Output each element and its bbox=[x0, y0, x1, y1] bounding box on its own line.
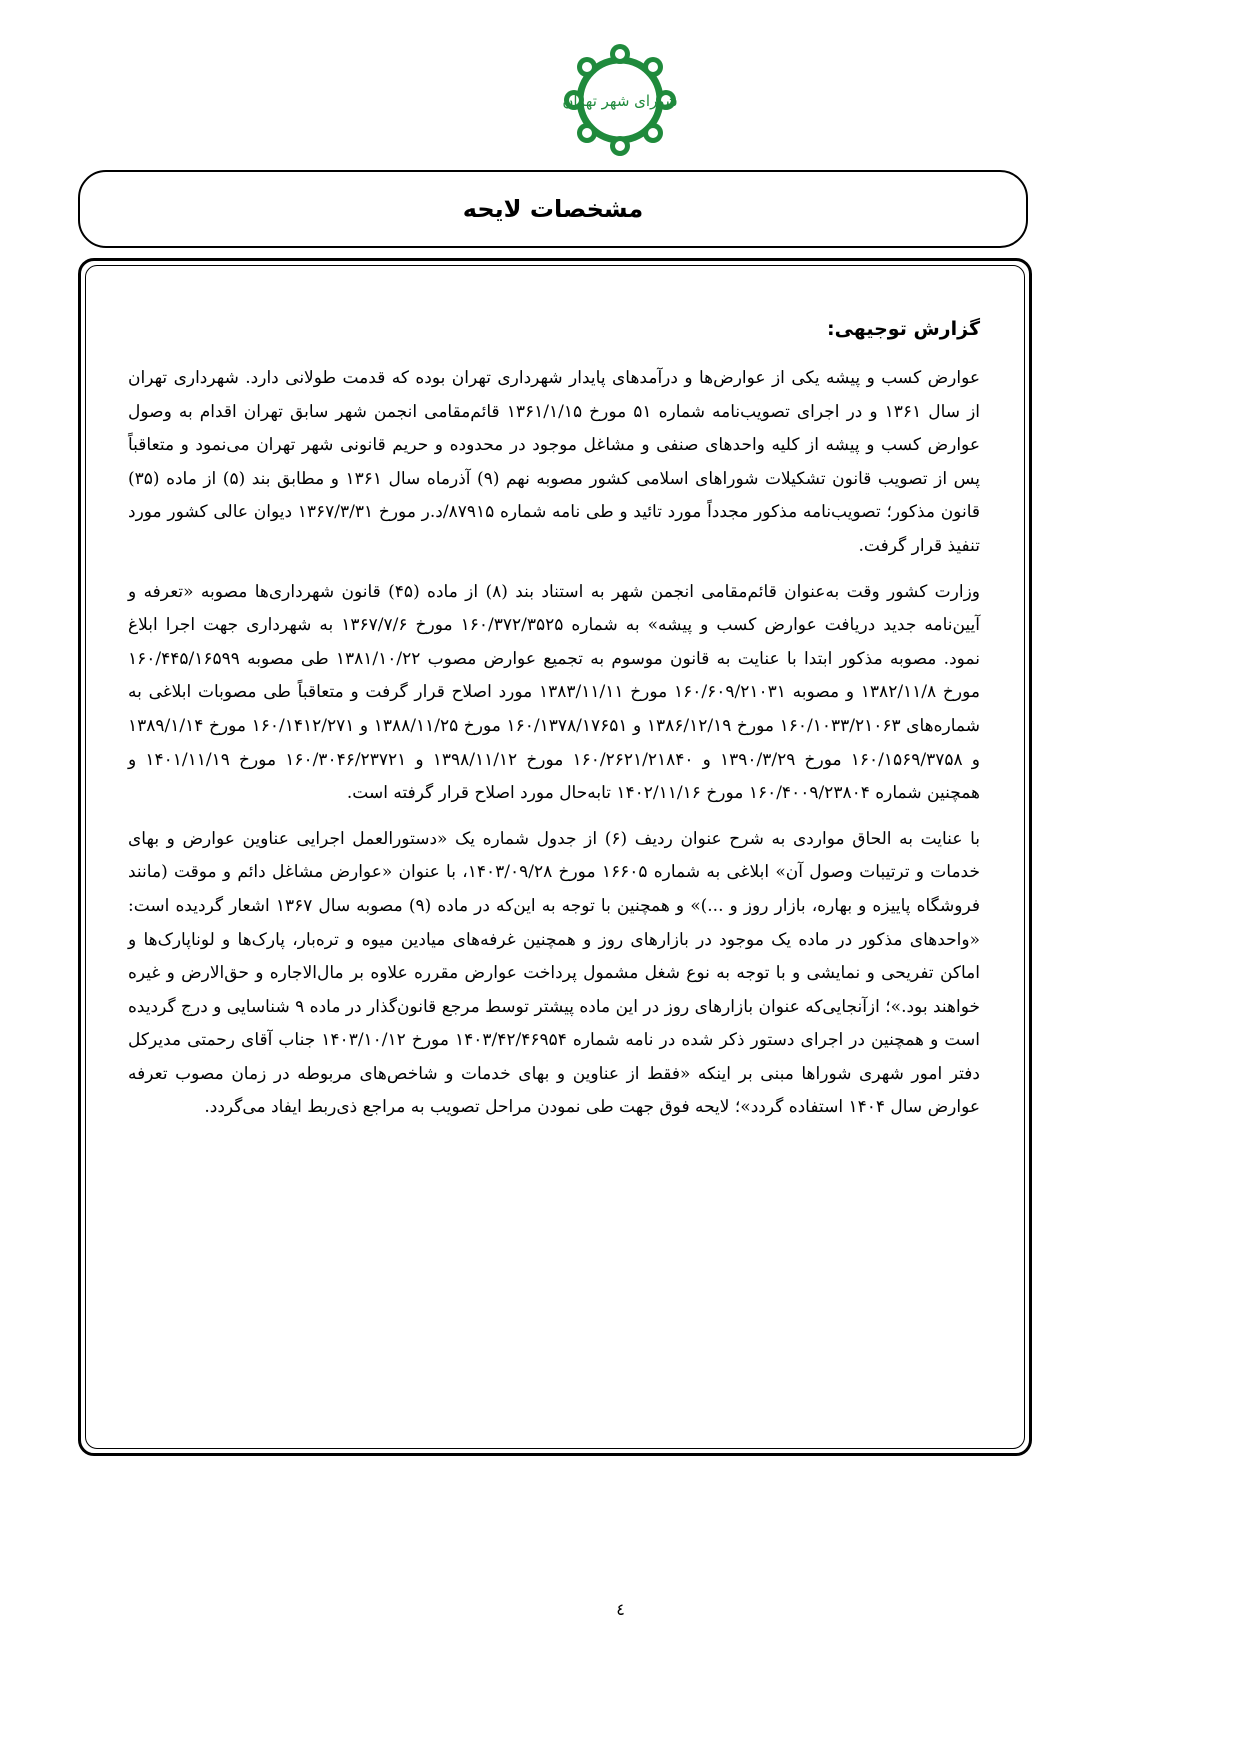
page-number: ٤ bbox=[616, 1600, 625, 1619]
report-heading: گزارش توجیهی: bbox=[826, 318, 980, 340]
report-section bbox=[128, 318, 980, 1137]
title-box bbox=[78, 170, 1028, 248]
document-title: مشخصات لایحه bbox=[462, 195, 644, 223]
report-paragraph-1: عوارض کسب و پیشه یکی از عوارض‌ها و درآمدهای پایدار شهرداری تهران بوده که قدمت طولانی دارد. شهرداری تهران از سال ۱۳۶۱ و در اجرای تصویب‌نامه شماره ۵۱ مورخ ۱۳۶۱/۱/۱۵ قائم‌مقامی انجمن شهر سابق تهران اقدام به وصول عوارض کسب و پیشه از کلیه واحدهای صنفی و مشاغل موجود در محدوده و حریم قانونی شهر تهران می‌نمود و متعاقباً پس از تصویب قانون تشکیلات شوراهای اسلامی کشور مصوبه نهم (۹) آذرماه سال ۱۳۶۱ و مطابق بند (۵) از ماده (۳۵) قانون مذکور؛ تصویب‌نامه مذکور مجدداً مورد تائید و طی نامه شماره ۸۷۹۱۵/د.ر مورخ ۱۳۶۷/۳/۳۱ دیوان عالی کشور مورد تنفیذ قرار گرفت. bbox=[128, 368, 981, 556]
tehran-council-logo-icon bbox=[560, 40, 680, 160]
report-paragraph-2: وزارت کشور وقت به‌عنوان قائم‌مقامی انجمن شهر به استناد بند (۸) از ماده (۴۵) قانون شهرداری‌ها مصوبه «تعرفه و آیین‌نامه جدید دریافت عوارض کسب و پیشه» به شماره ۱۶۰/۳۷۲/۳۵۲۵ مورخ ۱۳۶۷/۷/۶ به شهرداری جهت اجرا ابلاغ نمود. مصوبه مذکور ابتدا با عنایت به قانون موسوم به تجمیع عوارض مصوب ۱۳۸۱/۱۰/۲۲ طی مصوبه ۱۶۰/۴۴۵/۱۶۵۹۹ مورخ ۱۳۸۲/۱۱/۸ و مصوبه ۱۶۰/۶۰۹/۲۱۰۳۱ مورخ ۱۳۸۳/۱۱/۱۱ مورد اصلاح قرار گرفت و متعاقباً طی مصوبات ابلاغی به شماره‌های ۱۶۰/۱۰۳۳/۲۱۰۶۳ مورخ ۱۳۸۶/۱۲/۱۹ و ۱۶۰/۱۳۷۸/۱۷۶۵۱ مورخ ۱۳۸۸/۱۱/۲۵ و ۱۶۰/۱۴۱۲/۲۷۱ مورخ ۱۳۸۹/۱/۱۴ و ۱۶۰/۱۵۶۹/۳۷۵۸ مورخ ۱۳۹۰/۳/۲۹ و ۱۶۰/۲۶۲۱/۲۱۸۴۰ مورخ ۱۳۹۸/۱۱/۱۲ و ۱۶۰/۳۰۴۶/۲۳۷۲۱ مورخ ۱۴۰۱/۱۱/۱۹ و همچنین شماره ۱۶۰/۴۰۰۹/۲۳۸۰۴ مورخ ۱۴۰۲/۱۱/۱۶ تابه‌حال مورد اصلاح قرار گرفته است. bbox=[128, 581, 981, 804]
logo-text: شورای شهر تهران bbox=[562, 92, 678, 110]
report-paragraph-3: با عنایت به الحاق مواردی به شرح عنوان ردیف (۶) از جدول شماره یک «دستورالعمل اجرایی عناوین عوارض و بهای خدمات و ترتیبات وصول آن» ابلاغی به شماره ۱۶۶۰۵ مورخ ۱۴۰۳/۰۹/۲۸، با عنوان «عوارض مشاغل دائم و موقت (مانند فروشگاه پاییزه و بهاره، بازار روز و ...)» و همچنین با توجه به این‌که در ماده (۹) مصوبه سال ۱۳۶۷ اشعار گردیده است: «واحدهای مذکور در ماده یک موجود در بازارهای روز و همچنین غرفه‌های میادین میوه و تره‌بار، پارک‌ها و لوناپارک‌ها و اماکن تفریحی و نمایشی و با توجه به نوع شغل مشمول پرداخت عوارض مقرره علاوه بر مال‌الاجاره و حق‌الارض و غیره خواهند بود.»؛ ازآنجایی‌که عنوان بازارهای روز در این ماده پیشتر توسط مرجع قانون‌گذار در ماده ۹ شناسایی و درج گردیده است و همچنین در اجرای دستور ذکر شده در نامه شماره ۱۴۰۳/۴۲/۴۶۹۵۴ مورخ ۱۴۰۳/۱۰/۱۲ جناب آقای رحمتی مدیرکل دفتر امور شهری شوراها مبنی بر اینکه «فقط از عناوین و بهای خدمات و شاخص‌های مربوطه در زمان مصوب تعرفه عوارض سال ۱۴۰۴ استفاده گردد»؛ لایحه فوق جهت طی نمودن مراحل تصویب به مراجع ذی‌ربط ایفاد می‌گردد. bbox=[128, 828, 981, 1118]
